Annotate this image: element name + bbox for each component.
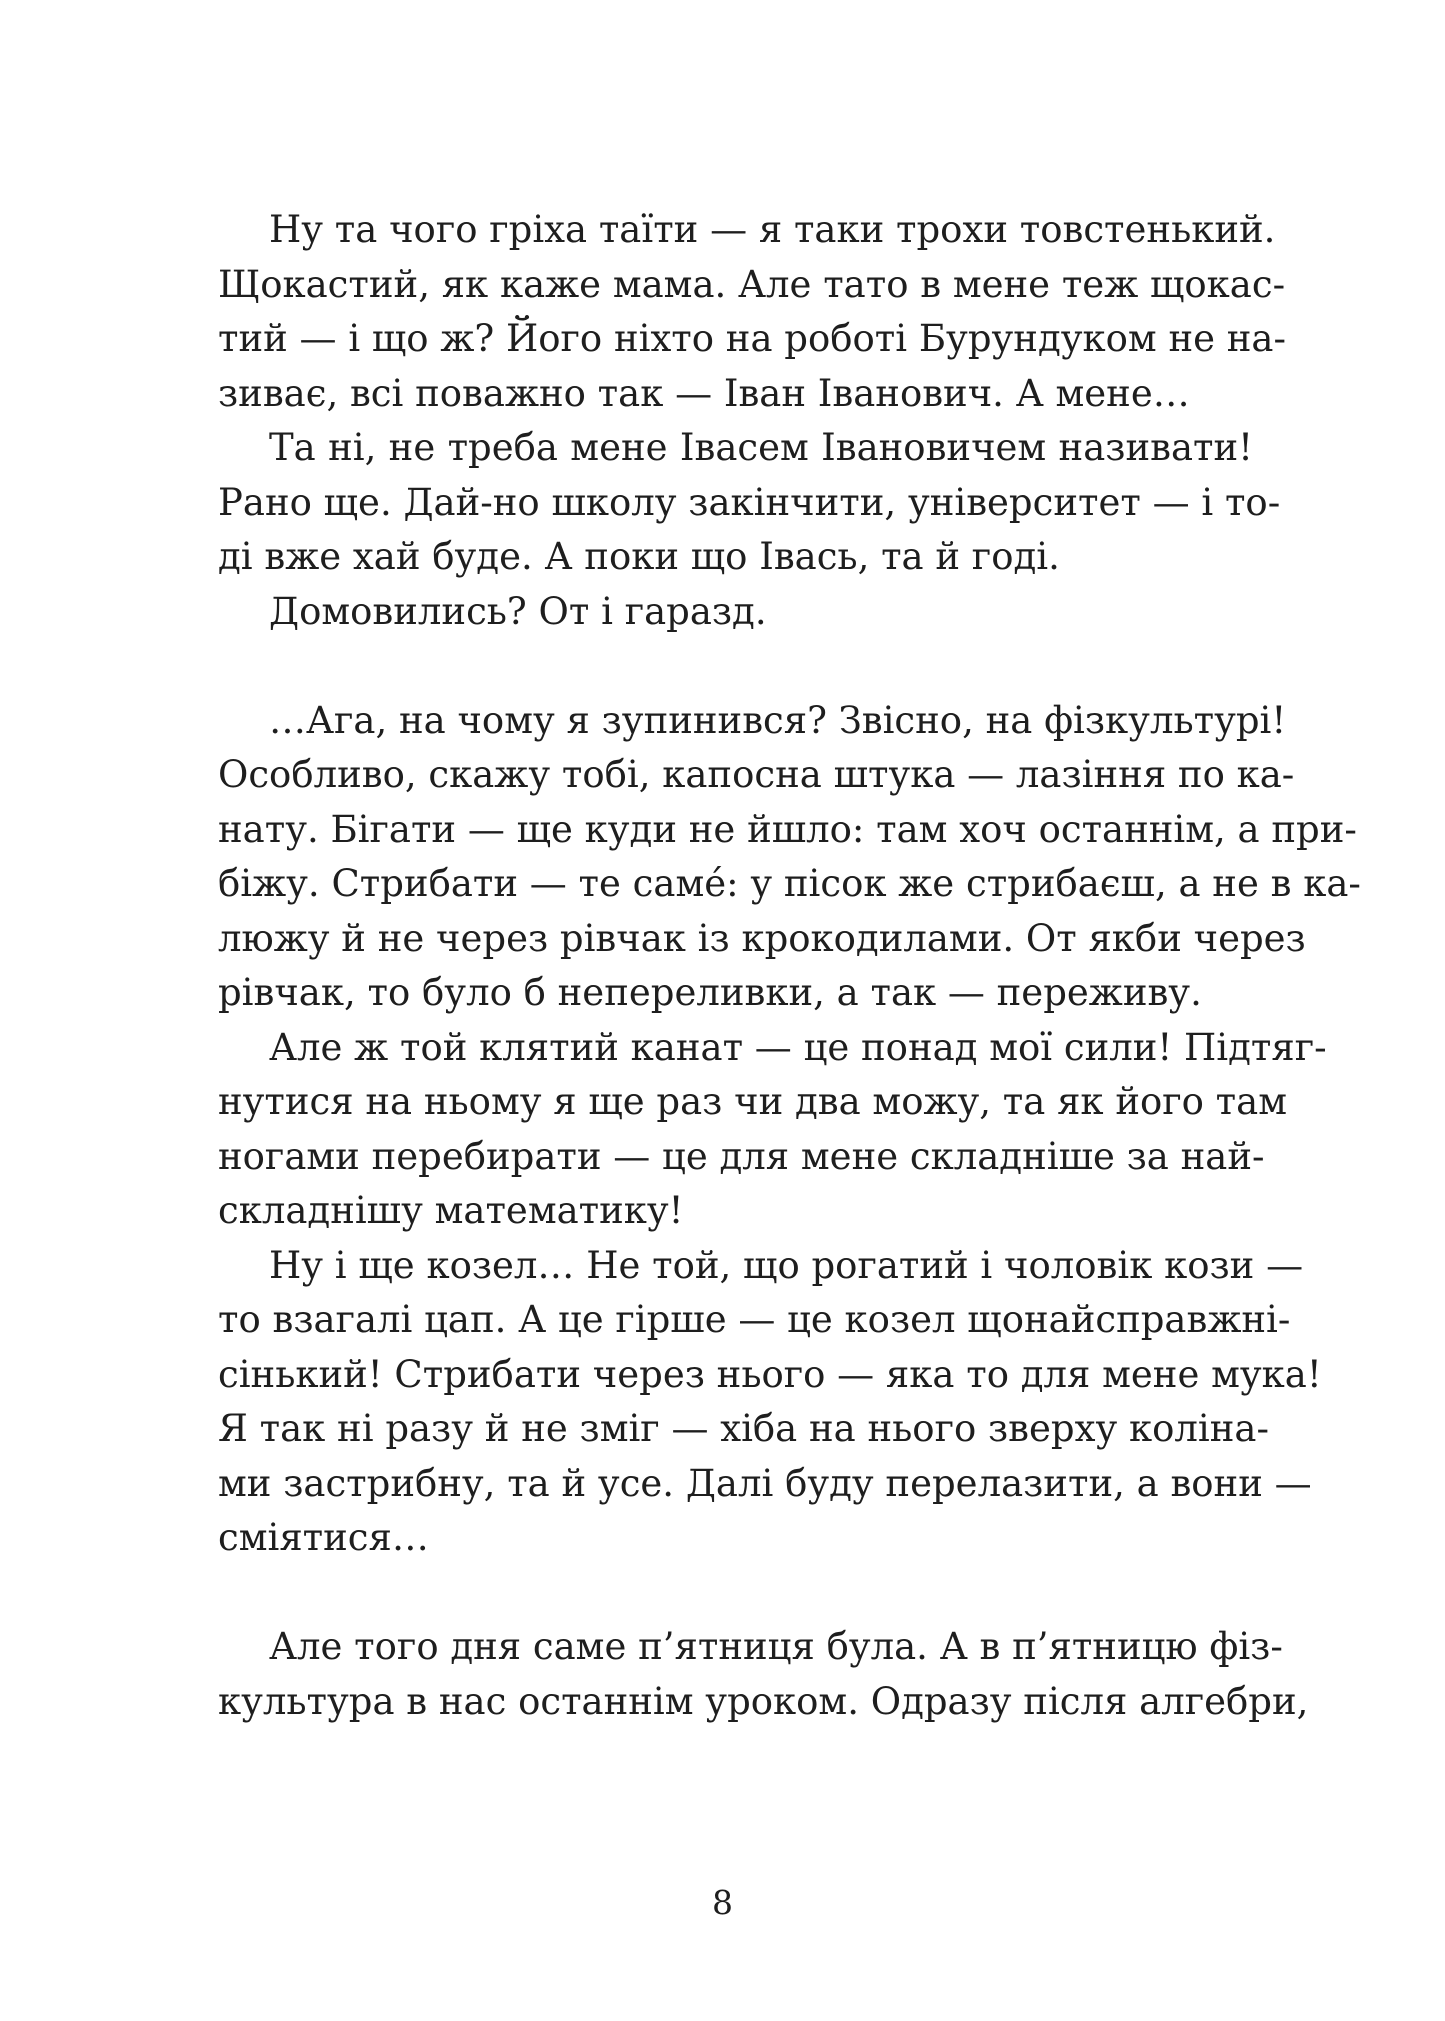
- text-line: культура в нас останнім уроком. Одразу після алгебри,: [218, 1679, 1309, 1723]
- text-line: сінький! Стрибати через нього — яка то для мене мука!: [218, 1352, 1322, 1396]
- text-line: Рано ще. Дай-но школу закінчити, університет — і то-: [218, 480, 1281, 524]
- text-line: Та ні, не треба мене Івасем Івановичем називати!: [269, 426, 1253, 469]
- text-line: Ну та чого гріха таїти — я таки трохи товстенький.: [269, 208, 1276, 251]
- text-line: рівчак, то було б непереливки, а так — переживу.: [218, 971, 1202, 1014]
- text-line: ногами перебирати — це для мене складніше за най-: [218, 1134, 1265, 1178]
- text-line: ми застрибну, та й усе. Далі буду перелазити, а вони —: [218, 1461, 1312, 1505]
- text-line: Але того дня саме п’ятниця була. А в п’ятницю фіз-: [269, 1625, 1283, 1668]
- text-line: Особливо, скажу тобі, капосна штука — лазіння по ка-: [218, 753, 1295, 796]
- text-line: біжу. Стрибати — те самé: у пісок же стрибаєш, а не в ка-: [218, 862, 1361, 905]
- text-line: Домовились? От і гаразд.: [269, 589, 767, 633]
- text-line: Ну і ще козел… Не той, що рогатий і чоловік кози —: [269, 1243, 1304, 1287]
- text-line: нату. Бігати — ще куди не йшло: там хоч останнім, а при-: [218, 807, 1357, 851]
- text-line: сміятися…: [218, 1516, 429, 1559]
- body-text: [218, 203, 1361, 1729]
- section-break: [218, 1566, 1253, 1621]
- text-line: люжу й не через рівчак із крокодилами. От якби через: [218, 916, 1306, 960]
- text-line: тий — і що ж? Його ніхто на роботі Бурундуком не на-: [218, 317, 1286, 360]
- text-line: то взагалі цап. А це гірше — це козел щонайсправжні-: [218, 1298, 1291, 1341]
- text-line: …Ага, на чому я зупинився? Звісно, на фізкультурі!: [269, 698, 1287, 742]
- section-break: [218, 639, 1253, 694]
- text-line: Але ж той клятий канат — це понад мої сили! Підтяг-: [269, 1025, 1327, 1069]
- text-line: зиває, всі поважно так — Іван Іванович. А мене…: [218, 371, 1190, 415]
- text-line: Щокастий, як каже мама. Але тато в мене теж щокас-: [218, 262, 1286, 306]
- text-line: складнішу математику!: [218, 1189, 684, 1232]
- text-line: нутися на ньому я ще раз чи два можу, та як його там: [218, 1080, 1287, 1123]
- text-line: Я так ні разу й не зміг — хіба на нього зверху коліна-: [218, 1407, 1269, 1450]
- page-number: 8: [712, 1883, 733, 1922]
- text-line: ді вже хай буде. А поки що Івась, та й годі.: [218, 535, 1060, 578]
